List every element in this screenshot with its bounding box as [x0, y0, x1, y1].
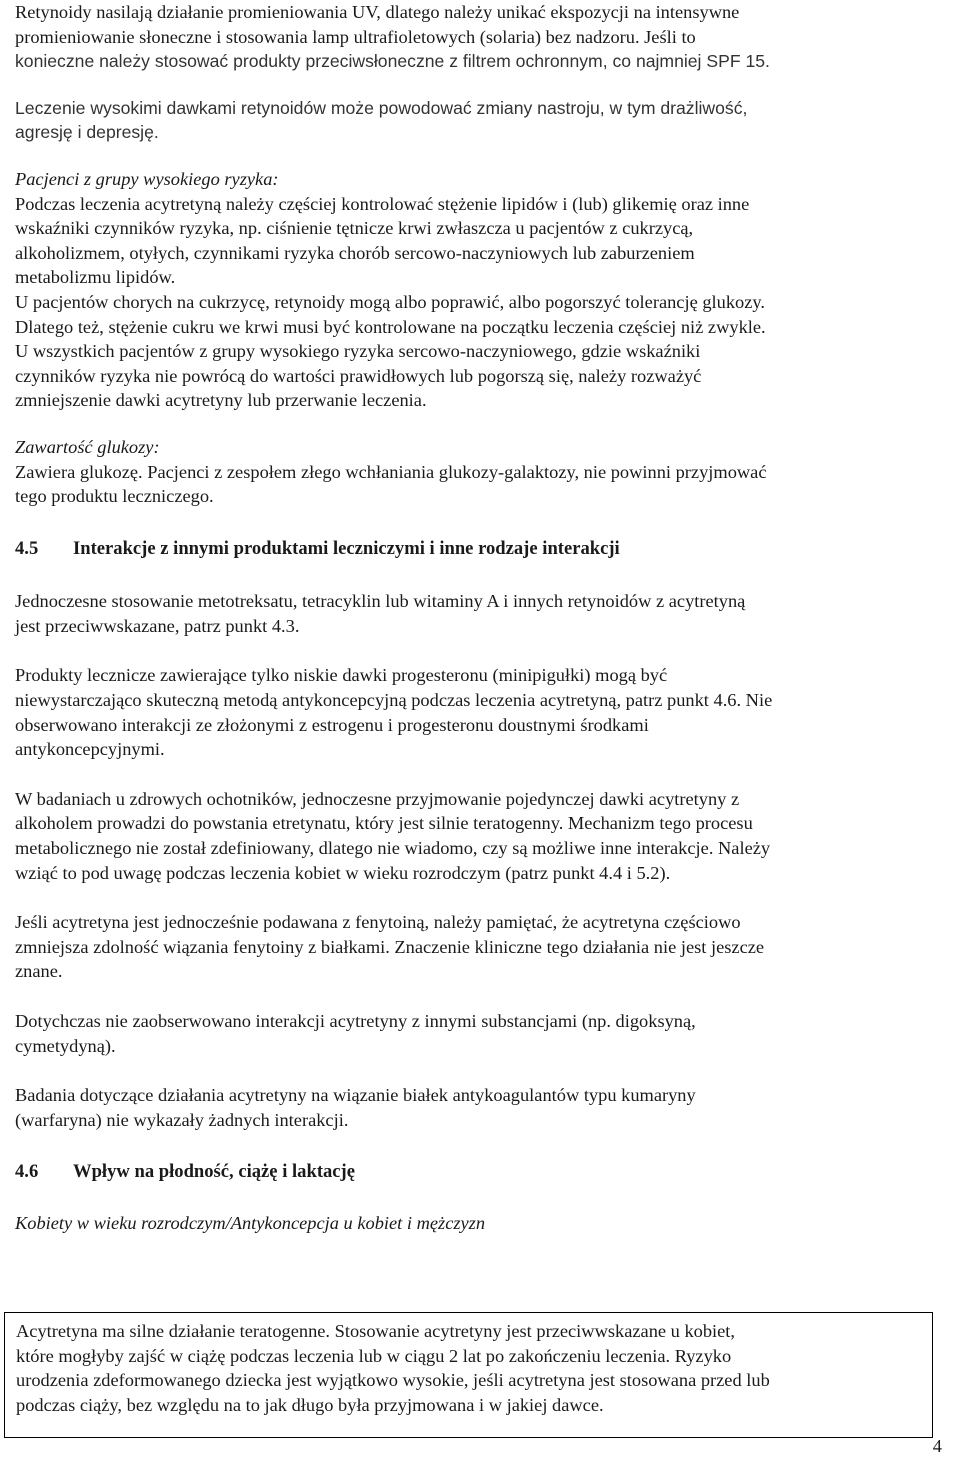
paragraph-uv: Retynoidy nasilają działanie promieniowania UV, dlatego należy unikać ekspozycji na intensywne promieniowanie słoneczne i stosowania lamp ultrafioletowych (solaria) bez nadzoru. Jeśli to konieczne należy stosować produkty przeciwsłoneczne z filtrem ochronnym, co najmniej SPF 15. [15, 2, 770, 72]
section-heading-4-6 [15, 1160, 945, 1185]
paragraph-phenytoin: Jeśli acytretyna jest jednocześnie podawana z fenytoiną, należy pamiętać, że acytretyna częściowo zmniejsza zdolność wiązania fenytoiny z białkami. Znaczenie kliniczne tego działania nie jest jeszcze znane. [15, 912, 765, 982]
high-risk-heading: Pacjenci z grupy wysokiego ryzyka: [15, 168, 279, 189]
glucose-heading: Zawartość glukozy: [15, 436, 160, 457]
paragraph-other-substances: Dotychczas nie zaobserwowano interakcji acytretyny z innymi substancjami (np. digoksyną, cymetydyną). [15, 1011, 696, 1056]
section-number: 4.5 [15, 537, 39, 559]
paragraph-high-risk: Pacjenci z grupy wysokiego ryzyka: Podczas leczenia acytretyną należy częściej kontrolować stężenie lipidów i (lub) glikemię oraz inne wskaźniki czynników ryzyka, np. ciśnienie tętnicze krwi zwłaszcza u pacjentów z cukrzycą, alkoholizmem, otyłych, czynnikami ryzyka chorób sercowo-naczyniowych lub zaburzeniem metabolizmu lipidów. U pacjentów chorych na cukrzycę, retynoidy mogą albo poprawić, albo pogorszyć tolerancję glukozy. Dlatego też, stężenie cukru we krwi musi być kontrolowane na początku leczenia częściej niż zwykle. U wszystkich pacjentów z grupy wysokiego ryzyka sercowo-naczyniowego, gdzie wskaźniki czynników ryzyka nie powrócą do wartości prawidłowych lub pogorszą się, należy rozważyć zmniejszenie dawki acytretyny lub przerwanie leczenia. [15, 168, 766, 411]
section-title: Wpływ na płodność, ciążę i laktację [73, 1161, 356, 1183]
document-page [15, 0, 945, 1236]
paragraph-alcohol: W badaniach u zdrowych ochotników, jednoczesne przyjmowanie pojedynczej dawki acytretyny z alkoholem prowadzi do powstania etretynatu, który jest silnie teratogenny. Mechanizm tego procesu metabolicznego nie został zdefiniowany, dlatego nie wiadomo, czy są możliwe inne interakcje. Należy wziąć to pod uwagę podczas leczenia kobiet w wieku rozrodczym (patrz punkt 4.4 i 5.2). [15, 788, 771, 883]
section-number: 4.6 [15, 1161, 39, 1183]
teratogenicity-warning-box [4, 1312, 933, 1438]
paragraph-glucose: Zawartość glukozy: Zawiera glukozę. Pacjenci z zespołem złego wchłaniania glukozy-galaktozy, nie powinni przyjmować tego produktu leczniczego. [15, 436, 767, 507]
warning-text: Acytretyna ma silne działanie teratogenne. Stosowanie acytretyny jest przeciwwskazane u kobiet, które mogłyby zajść w ciążę podczas leczenia lub w ciągu 2 lat po zakończeniu leczenia. Ryzyko urodzenia zdeformowanego dziecka jest wyjątkowo wysokie, jeśli acytretyna jest stosowana przed lub podczas ciąży, bez względu na to jak długo była przyjmowana i w jakiej dawce. [16, 1321, 770, 1415]
section-heading-4-5 [15, 537, 945, 562]
subheading-contraception: Kobiety w wieku rozrodczym/Antykoncepcja u kobiet i mężczyzn [15, 1212, 486, 1233]
paragraph-mood: Leczenie wysokimi dawkami retynoidów może powodować zmiany nastroju, w tym drażliwość, agresję i depresję. [15, 97, 748, 143]
paragraph-contraindication: Jednoczesne stosowanie metotreksatu, tetracyklin lub witaminy A i innych retynoidów z acytretyną jest przeciwwskazane, patrz punkt 4.3. [15, 591, 746, 636]
paragraph-progesterone: Produkty lecznicze zawierające tylko niskie dawki progesteronu (minipigułki) mogą być niewystarczająco skuteczną metodą antykoncepcyjną podczas leczenia acytretyną, patrz punkt 4.6. Nie obserwowano interakcji ze złożonymi z estrogenu i progesteronu doustnymi środkami antykoncepcyjnymi. [15, 665, 773, 760]
paragraph-anticoagulants: Badania dotyczące działania acytretyny na wiązanie białek antykoagulantów typu kumaryny (warfaryna) nie wykazały żadnych interakcji. [15, 1085, 696, 1130]
section-title: Interakcje z innymi produktami leczniczymi i inne rodzaje interakcji [73, 537, 620, 559]
page-number: 4 [932, 1436, 942, 1456]
